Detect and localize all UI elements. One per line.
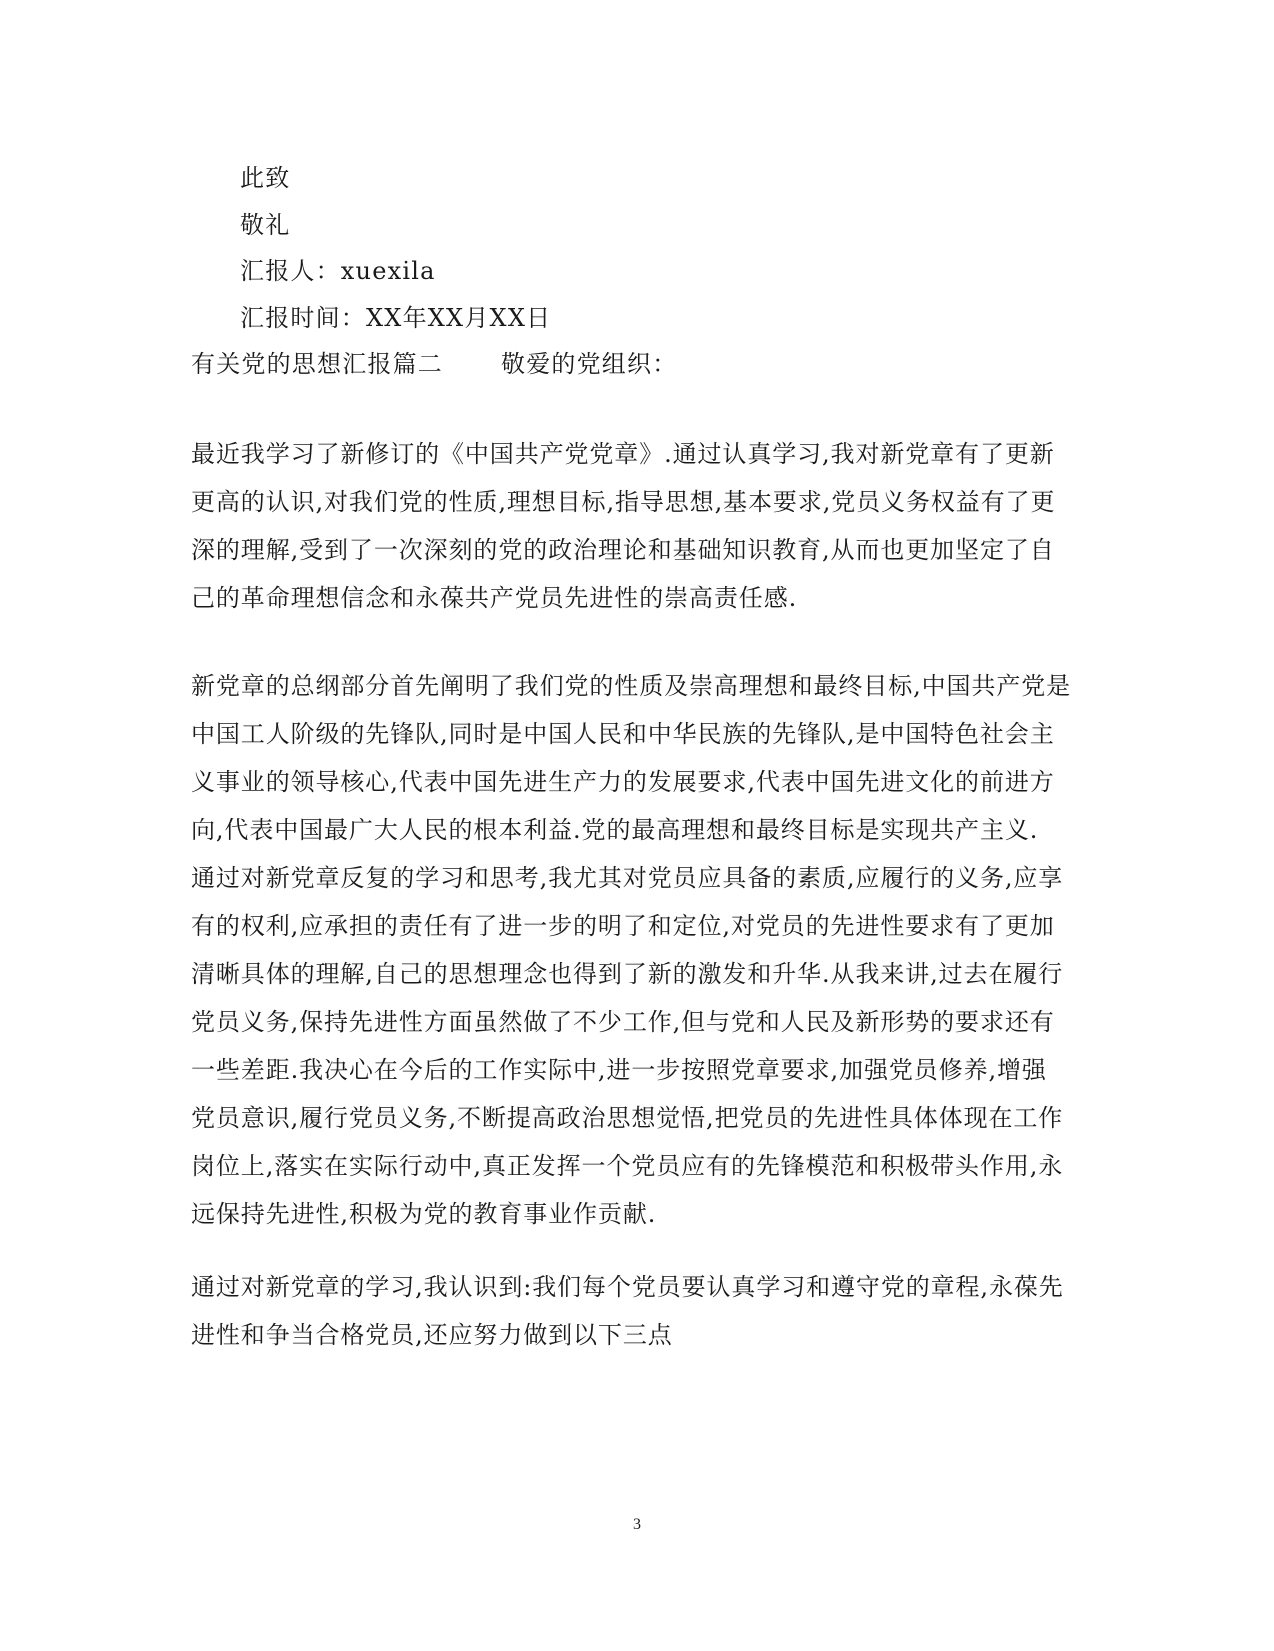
paragraph-line: 岗位上,落实在实际行动中,真正发挥一个党员应有的先锋模范和积极带头作用,永: [191, 1152, 1064, 1180]
paragraph-line: 深的理解,受到了一次深刻的党的政治理论和基础知识教育,从而也更加坚定了自: [191, 536, 1055, 564]
paragraph-line: 己的革命理想信念和永葆共产党员先进性的崇高责任感.: [191, 584, 798, 612]
section-title-line: [191, 349, 677, 379]
paragraph-line: 最近我学习了新修订的《中国共产党党章》.通过认真学习,我对新党章有了更新: [191, 440, 1055, 468]
closing-regards: 敬礼: [240, 211, 291, 239]
section-heading: 有关党的思想汇报篇二: [191, 350, 443, 378]
paragraph-3: [191, 1263, 1071, 1359]
paragraph-line: 通过对新党章的学习,我认识到:我们每个党员要认真学习和遵守党的章程,永葆先: [191, 1273, 1064, 1301]
paragraph-line: 进性和争当合格党员,还应努力做到以下三点: [191, 1321, 673, 1349]
paragraph-line: 一些差距.我决心在今后的工作实际中,进一步按照党章要求,加强党员修养,增强: [191, 1056, 1047, 1084]
paragraph-line: 更高的认识,对我们党的性质,理想目标,指导思想,基本要求,党员义务权益有了更: [191, 488, 1056, 516]
paragraph-line: 有的权利,应承担的责任有了进一步的明了和定位,对党员的先进性要求有了更加: [191, 912, 1055, 940]
paragraph-line: 向,代表中国最广大人民的根本利益.党的最高理想和最终目标是实现共产主义.: [191, 816, 1039, 844]
paragraph-2: [191, 662, 1071, 1238]
closing-salutation: 此致: [240, 164, 291, 192]
paragraph-line: 新党章的总纲部分首先阐明了我们党的性质及崇高理想和最终目标,中国共产党是: [191, 672, 1072, 700]
reporter-line: 汇报人：xuexila: [240, 257, 436, 285]
paragraph-line: 义事业的领导核心,代表中国先进生产力的发展要求,代表中国先进文化的前进方: [191, 768, 1055, 796]
paragraph-1: [191, 430, 1071, 622]
page-number: 3: [633, 1516, 641, 1533]
paragraph-line: 中国工人阶级的先锋队,同时是中国人民和中华民族的先锋队,是中国特色社会主: [191, 720, 1055, 748]
paragraph-line: 清晰具体的理解,自己的思想理念也得到了新的激发和升华.从我来讲,过去在履行: [191, 960, 1064, 988]
paragraph-line: 党员义务,保持先进性方面虽然做了不少工作,但与党和人民及新形势的要求还有: [191, 1008, 1055, 1036]
report-time-line: 汇报时间：XX年XX月XX日: [240, 304, 552, 332]
paragraph-line: 通过对新党章反复的学习和思考,我尤其对党员应具备的素质,应履行的义务,应享: [191, 864, 1064, 892]
section-greeting: 敬爱的党组织：: [501, 350, 678, 378]
paragraph-line: 远保持先进性,积极为党的教育事业作贡献.: [191, 1200, 657, 1228]
paragraph-line: 党员意识,履行党员义务,不断提高政治思想觉悟,把党员的先进性具体体现在工作: [191, 1104, 1064, 1132]
